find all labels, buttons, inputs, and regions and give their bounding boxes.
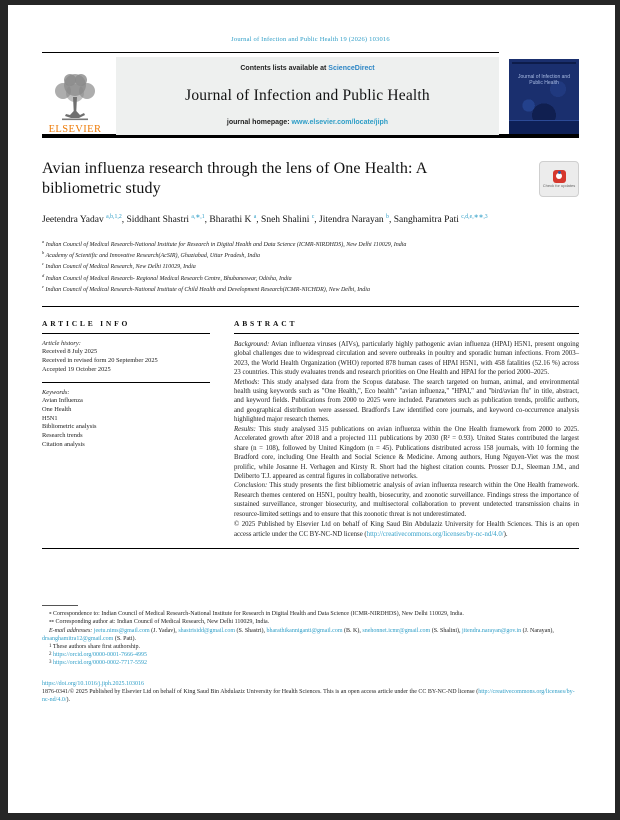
keyword-item: Avian Influenza	[42, 397, 83, 405]
article-title: Avian influenza research through the lens of One Health: A bibliometric study	[42, 160, 427, 197]
history-line: Received in revised form 20 September 2025	[42, 357, 158, 365]
doi-link[interactable]: https://doi.org/10.1016/j.jiph.2025.103016	[42, 680, 145, 687]
running-head-citation: Journal of Infection and Public Health 19 (2026) 103016	[231, 36, 390, 43]
cover-bottom-band	[509, 120, 579, 134]
abstract-paragraph: Methods: This study analysed data from the Scopus database. The search targeted on human, animal, and environmental health using keywords such as "One Health,", Eco health" "avian influenza," "HPAI," and "bird/avian flu" in title, abstract, and keyword fields. Publications from 2000 to 2025 were included. Parameters such as publication trends, prolific authors, and geographical distribution were assessed. Bradford's Law identified core journals, and keyword co-occurrence analysis highlighted major research themes.	[234, 378, 579, 424]
homepage-prefix: journal homepage:	[226, 119, 292, 126]
orcid-link[interactable]: https://orcid.org/0000-0002-7717-5592	[53, 660, 148, 667]
copyright-text: 1876-0341/© 2025 Published by Elsevier Ltd on behalf of King Saud Bin Abdulaziz University for Health Sciences. This is an open access article under the CC BY-NC-ND license (	[42, 688, 479, 695]
affiliation-line: $^c$ Indian Council of Medical Research, New Delhi 110029, India	[42, 261, 196, 271]
doi-line	[42, 681, 579, 687]
author-name: Sneh Shalini $^c$,	[261, 214, 320, 226]
article-history-block	[42, 340, 210, 375]
abstract-paragraph: Results: This study analysed 315 publications on avian influenza within the One Health framework from 2000 to 2025. Accelerated growth after 2018 and a projected 111 publications by 2030 (R² = 0.93). United States contributed the largest share (n = 108), followed by United Kingdom (n = 45). Publications distributed across 158 journals, with 10 forming the Bradford core, including One Health and Social Science & Medicine. Among authors, Hung Nguyen-Viet was the most prolific, while Josanne H. Verhagen and Kirsty R. Short had the highest citation counts. Prosser D.J., Sleeman J.M., and Deliberto T.J. appeared as central figures in collaborative networks.	[234, 425, 579, 481]
journal-masthead	[42, 52, 579, 134]
email-link[interactable]: jeetu.nims@gmail.com	[93, 627, 150, 634]
info-abstract-columns	[42, 316, 579, 540]
keyword-item: Bibliometric analysis	[42, 423, 97, 431]
article-info-column	[42, 316, 210, 540]
keyword-list	[42, 397, 210, 449]
journal-title: Journal of Infection and Public Health	[185, 86, 430, 104]
email-link[interactable]: jitendra.narayan@gov.in	[462, 627, 522, 634]
check-for-updates-label: Check for updates	[542, 182, 576, 188]
homepage-line	[116, 119, 499, 126]
correspondence-footnote: ⁎⁎ Corresponding author at: Indian Council of Medical Research, New Delhi 110029, India.	[49, 619, 270, 626]
contents-prefix: Contents lists available at	[240, 65, 329, 72]
abstract-copyright-text: © 2025 Published by Elsevier Ltd on behalf of King Saud Bin Abdulaziz University for Health Sciences. This is an open access article under the CC BY-NC-ND license (	[234, 521, 579, 538]
author-list	[42, 211, 562, 227]
author-name: Jeetendra Yadav $^{a,b,1,2}$,	[42, 214, 127, 226]
email-link[interactable]: drsanghamitra12@gmail.com	[42, 635, 114, 642]
affiliation-line: $^d$ Indian Council of Medical Research- Regional Medical Research Centre, Bhubaneswar, Odisha, India	[42, 272, 292, 282]
numbered-footnote: 2 https://orcid.org/0000-0001-7666-4995	[49, 652, 148, 659]
numbered-footnote: 1 These authors share first authorship.	[49, 644, 141, 651]
info-divider	[42, 382, 210, 383]
cover-title: Journal of Infection and Public Health	[518, 74, 570, 86]
affiliation-line: $^a$ Indian Council of Medical Research-National Institute for Research in Digital Health and Data Science (ICMR-NIRDHDS), New Delhi 110029, India	[42, 238, 407, 248]
abstract-heading: ABSTRACT	[234, 316, 579, 334]
journal-homepage-link[interactable]: www.elsevier.com/locate/jiph	[291, 119, 389, 126]
article-history-label: Article history:	[42, 339, 81, 347]
footnote-separator	[42, 605, 78, 606]
history-line: Received 8 July 2025	[42, 348, 98, 356]
keywords-label: Keywords:	[42, 388, 70, 396]
contents-line	[116, 65, 499, 72]
copyright-suffix: ).	[66, 697, 70, 704]
affiliation-list	[42, 238, 579, 295]
check-for-updates-badge[interactable]	[539, 161, 579, 197]
abstract-copyright-suffix: ).	[503, 530, 508, 538]
elsevier-tree-icon	[50, 71, 100, 123]
license-link[interactable]: http://creativecommons.org/licenses/by-nc-nd/4.0/	[366, 530, 504, 538]
orcid-link[interactable]: https://orcid.org/0000-0001-7666-4995	[53, 652, 148, 659]
author-name: Bharathi K $^a$,	[209, 214, 262, 226]
cover-decoration	[512, 62, 576, 64]
abstract-paragraph: Background: Avian influenza viruses (AIVs), particularly highly pathogenic avian influenza (HPAI) H5N1, present ongoing global challenges due to widespread circulation and severe outbreaks in poultry and sporadic human infections. From 2003–2023, the World Health Organization (WHO) reported 878 human cases of HPAI H5N1, with 458 fatalities (52.16 %) across 23 countries. This study evaluates trends and research priorities on One Health and HPAI for the period 2000–2025.	[234, 340, 579, 377]
author-name: Jitendra Narayan $^b$,	[319, 214, 394, 226]
footnotes	[42, 610, 579, 667]
paper-page	[8, 5, 615, 813]
abstract-text	[234, 340, 579, 520]
email-link[interactable]: shastrisidd@gmail.com	[178, 627, 235, 634]
keyword-item: Research trends	[42, 432, 83, 440]
keyword-item: Citation analysis	[42, 440, 85, 448]
journal-cover-thumbnail[interactable]	[509, 59, 579, 134]
masthead-graybox	[116, 57, 499, 135]
affiliation-line: $^e$ Indian Council of Medical Research-National Institute of Child Health and Development Research(ICMR-NICHDR), New Delhi, India	[42, 284, 370, 294]
elsevier-logo[interactable]	[42, 57, 108, 135]
masthead-banner	[42, 52, 499, 135]
article-info-heading: ARTICLE INFO	[42, 316, 210, 334]
author-name: Siddhant Shastri $^{a,∗,1}$,	[126, 214, 210, 226]
section-divider	[42, 306, 579, 307]
copyright-line	[42, 688, 579, 705]
article-history-lines	[42, 348, 210, 374]
abstract-copyright	[234, 520, 579, 539]
numbered-footnote: 3 https://orcid.org/0000-0002-7717-5592	[49, 660, 148, 667]
abstract-paragraph: Conclusion: This study presents the first bibliometric analysis of avian influenza research within the One Health framework. Research themes centered on H5N1, poultry health, biosecurity, and zoonotic surveillance. Findings stress the importance of sustained surveillance, stronger biosecurity, and multisectoral collaboration to prevent undetected transmission chains in resource-limited settings and to ensure that this zoonotic threat is not underestimated.	[234, 482, 579, 518]
email-link[interactable]: bharathikanniganti@gmail.com	[266, 627, 343, 634]
abstract-column	[234, 316, 579, 540]
history-line: Accepted 19 October 2025	[42, 365, 111, 373]
email-addresses-footnote: E-mail addresses: jeetu.nims@gmail.com (J. Yadav), shastrisidd@gmail.com (S. Shastri), bharathikanniganti@gmail.com (B. K), snehonnet.icmr@gmail.com (S. Shalini), jitendra.narayan@gov.in (J. Narayan), drsanghamitra12@gmail.com (S. Pati).	[42, 627, 554, 642]
title-row	[42, 159, 579, 198]
affiliation-line: $^b$ Academy of Scientific and Innovative Research(AcSIR), Ghaziabad, Uttar Pradesh, India	[42, 250, 260, 260]
keyword-item: One Health	[42, 405, 72, 413]
email-link[interactable]: snehonnet.icmr@gmail.com	[362, 627, 431, 634]
crossmark-icon	[553, 170, 566, 183]
elsevier-wordmark: ELSEVIER	[48, 124, 102, 135]
abstract-bottom-divider	[42, 548, 579, 549]
correspondence-footnote: ⁎ Correspondence to: Indian Council of Medical Research-National Institute for Research in Digital Health and Data Science (ICMR-NIRDHDS), New Delhi 110029, India.	[49, 611, 464, 618]
author-name: Sanghamitra Pati $^{c,d,e,∗∗,3}$	[393, 214, 488, 226]
keyword-item: H5N1	[42, 414, 58, 422]
keywords-block	[42, 389, 210, 450]
footer-license-link[interactable]: http://creativecommons.org/licenses/by-nc-nd/4.0/	[42, 688, 575, 704]
sciencedirect-link[interactable]: ScienceDirect	[328, 65, 375, 72]
